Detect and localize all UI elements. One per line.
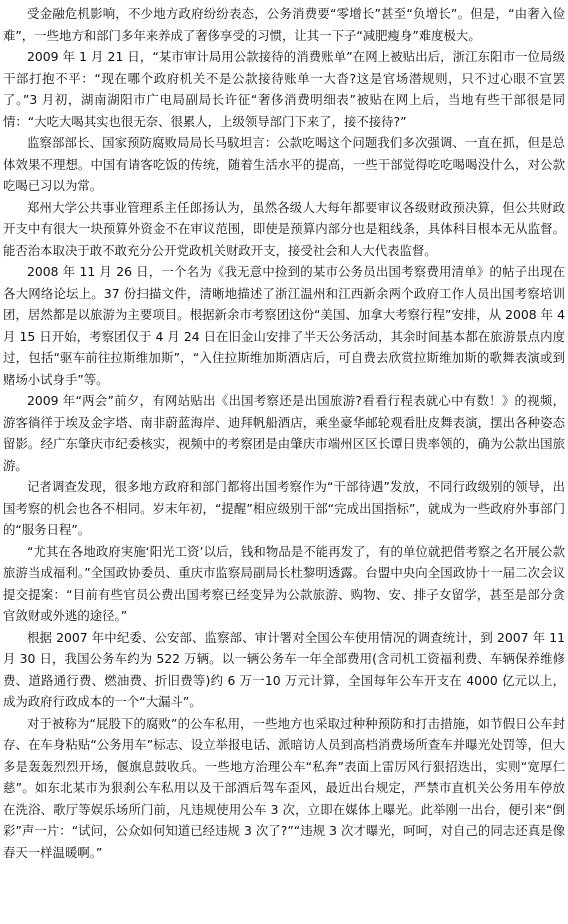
paragraph: 2009 年 1 月 21 日，“某市审计局用公款接待的消费账单”在网上被贴出后，浙江东阳市一位局级干部打抱不平：“现在哪个政府机关不是公款接待账单一大沓?这是官场潜规则，只不过心眼不宣罢了。”3 月初，湖南湖阳市广电局副局长许征“奢侈消费明细表”被贴在网上后，当地有些干部很是同情：“大吃大喝其实也很无奈、很累人，上级领导部门下来了，接不接待?” [3,49,565,129]
article-body [3,3,565,863]
paragraph: 对于被称为“屁股下的腐败”的公车私用，一些地方也采取过种种预防和打击措施，如节假日公车封存、在车身粘贴“公务用车”标志、设立举报电话、派暗访人员到高档消费场所查车并曝光处罚等，但大多是轰轰烈烈开场，偃旗息鼓收兵。一些地方治理公车“私奔”表面上雷厉风行狠招迭出，实则“宽厚仁慈”。如东北某市为狠刹公车私用以及干部酒后驾车歪风，最近出台规定，严禁市直机关公务用车停放在洗浴、歌厅等娱乐场所门前，凡违规使用公车 3 次，立即在媒体上曝光。此举刚一出台，便引来“倒彩”声一片：“试问，公众如何知道已经违规 3 次了?”“违规 3 次才曝光，呵呵，对自己的同志还真是像春天一样温暖啊。” [3,715,565,860]
paragraph: 郑州大学公共事业管理系主任郎扬认为，虽然各级人大每年都要审议各级财政预决算，但公共财政开支中有很大一块预算外资金不在审议范围，即使是预算内部分也是粗线条，具体科目根本无从监督。能否治本取决于敢不敢充分公开党政机关财政开支，接受社会和人大代表监督。 [3,199,565,258]
paragraph: 记者调查发现，很多地方政府和部门都将出国考察作为“干部待遇”发放，不同行政级别的领导，出国考察的机会也各不相同。岁末年初，“提醒”相应级别干部“完成出国指标”，就成为一些政府外事部门的“服务日程”。 [3,479,565,537]
paragraph: 监察部部长、国家预防腐败局局长马馼坦言：公款吃喝这个问题我们多次强调、一直在抓，但是总体效果不理想。中国有请客吃饭的传统，随着生活水平的提高，一些干部觉得吃吃喝喝没什么，对公款吃喝已习以为常。 [3,135,565,193]
paragraph: “尤其在各地政府実施‘阳光工资’以后，钱和物品是不能再发了，有的单位就把借考察之名开展公款旅游当成福利。”全国政协委员、重庆市监察局副局长杜黎明透露。台盟中央向全国政协十一届二次会议提交提案：“目前有些官员公费出国考察已经变异为公款旅游、购物、安、排子女留学，甚至是部分贪官敛财或外逃的途径。” [3,543,565,623]
paragraph: 2009 年“两会”前夕，有网站贴出《出国考察还是出国旅游?看看行程表就心中有数！》的视频，游客徜徉于埃及金字塔、南非蔚蓝海岸、迪拜帆船酒店，乘坐豪华邮轮观看肚皮舞表演，摆出各种姿态留影。经广东肇庆市纪委核实，视频中的考察团是由肇庆市端州区区长谭日贵率领的，确为公款出国旅游。 [3,393,565,473]
paragraph: 受金融危机影响，不少地方政府纷纷表态，公务消费要“零增长”甚至“负增长”。但是，“由奢入俭难”，一些地方和部门多年来养成了奢侈享受的习惯，让其一下子“减肥瘦身”难度极大。 [3,6,565,43]
paragraph: 根据 2007 年中纪委、公安部、监察部、审计署对全国公车使用情况的调查统计，到 2007 年 11 月 30 日，我国公务车约为 522 万辆。以一辆公务车一年全部费用(含司机工资福利费、车辆保养维修费、道路通行费、燃油费、折旧费等)约 6 万一10 万元计算，全国每年公车开支在 4000 亿元以上，成为政府行政成本的一个“大漏斗”。 [3,629,565,709]
paragraph: 2008 年 11 月 26 日，一个名为《我无意中捡到的某市公务员出国考察费用清单》的帖子出现在各大网络论坛上。37 份扫描文件，清晰地描述了浙江温州和江西新余两个政府工作人员出国考察培训团，居然都是以旅游为主要项目。根据新余市考察团这份“美国、加拿大考察行程”安排，从 2008 年 4 月 15 日开始，考察团仅于 4 月 24 日在旧金山安排了半天公务活动，其余时间基本都在旅游景点内度过，包括“驱车前往拉斯维加斯”，“入住拉斯维加斯酒店后，可自费去欣赏拉斯维加斯的歌舞表演或到赌场小试身手”等。 [3,264,565,387]
